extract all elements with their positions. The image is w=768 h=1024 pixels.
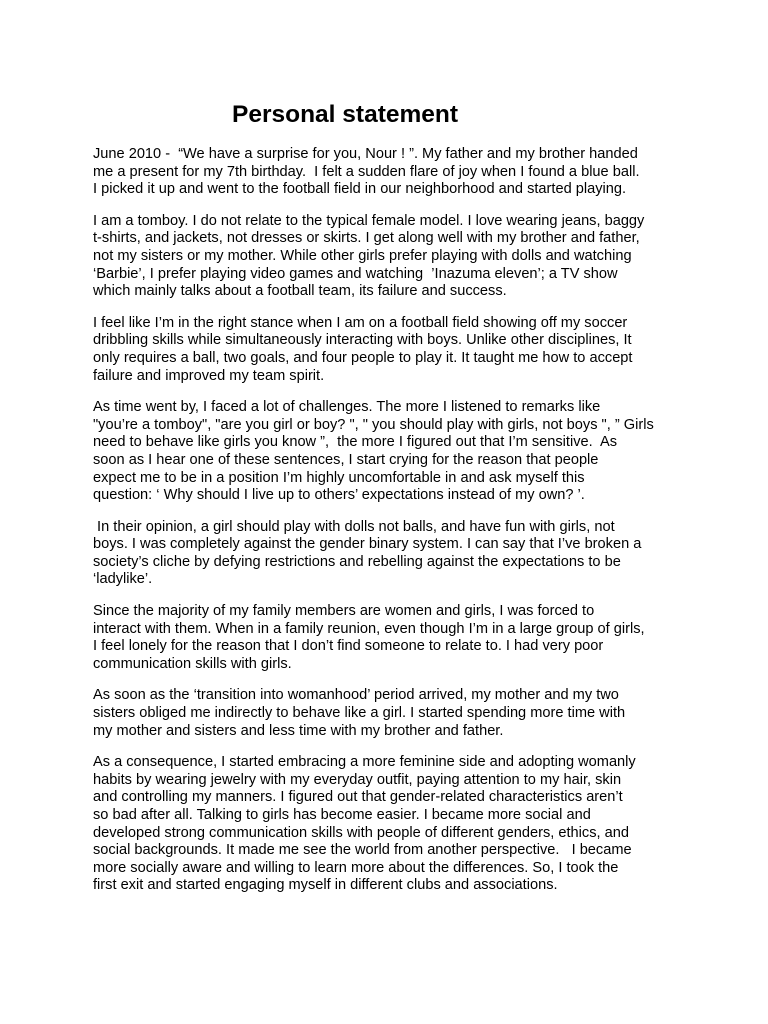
text-line: "you’re a tomboy", "are you girl or boy? ", " you should play with girls, not boys ", ” Girls — [93, 416, 654, 433]
text-line: question: ‘ Why should I live up to others’ expectations instead of my own? ’. — [93, 487, 585, 504]
text-line: June 2010 - “We have a surprise for you, Nour ! ”. My father and my brother handed — [93, 146, 638, 162]
text-line: ‘Barbie’, I prefer playing video games and watching ’Inazuma eleven’; a TV show — [93, 265, 618, 282]
paragraph — [93, 146, 683, 199]
text-line: more socially aware and willing to learn more about the differences. So, I took the — [93, 859, 619, 876]
text-line: developed strong communication skills with people of different genders, ethics, and — [93, 824, 629, 841]
text-line: I feel like I’m in the right stance when I am on a football field showing off my soccer — [93, 314, 628, 331]
text-line: habits by wearing jewelry with my everyday outfit, paying attention to my hair, skin — [93, 771, 622, 788]
text-line: As soon as the ‘transition into womanhood’ period arrived, my mother and my two — [93, 687, 619, 704]
text-line: I picked it up and went to the football field in our neighborhood and started playing. — [93, 181, 627, 198]
text-line: expect me to be in a position I’m highly uncomfortable in and ask myself this — [93, 469, 585, 486]
text-line: failure and improved my team spirit. — [93, 367, 325, 384]
paragraph — [93, 754, 683, 895]
text-line: first exit and started engaging myself in different clubs and associations. — [93, 877, 558, 894]
text-line: I am a tomboy. I do not relate to the typical female model. I love wearing jeans, baggy — [93, 212, 645, 229]
text-line: me a present for my 7th birthday. I felt a sudden flare of joy when I found a blue ball. — [93, 163, 640, 180]
text-line: social backgrounds. It made me see the world from another perspective. I became — [93, 842, 632, 859]
text-line: so bad after all. Talking to girls has become easier. I became more social and — [93, 807, 591, 823]
document-title: Personal statement — [232, 101, 459, 128]
text-line: interact with them. When in a family reunion, even though I’m in a large group of girls, — [93, 620, 645, 637]
text-line: only requires a ball, two goals, and four people to play it. It taught me how to accept — [93, 349, 633, 366]
document-body — [93, 146, 683, 909]
text-line: need to behave like girls you know ”, the more I figured out that I’m sensitive. As — [93, 434, 618, 451]
text-line: my mother and sisters and less time with my brother and father. — [93, 722, 504, 739]
text-line: not my sisters or my mother. While other girls prefer playing with dolls and watching — [93, 247, 632, 264]
paragraph — [93, 519, 683, 589]
paragraph — [93, 399, 683, 505]
text-line: boys. I was completely against the gender binary system. I can say that I’ve broken a — [93, 536, 642, 553]
text-line: society’s cliche by defying restrictions and rebelling against the expectations to be — [93, 553, 621, 570]
text-line: soon as I hear one of these sentences, I start crying for the reason that people — [93, 451, 599, 468]
paragraph — [93, 687, 683, 740]
paragraph — [93, 315, 683, 385]
text-line: I feel lonely for the reason that I don’t find someone to relate to. I had very poor — [93, 638, 604, 655]
text-line: As time went by, I faced a lot of challenges. The more I listened to remarks like — [93, 399, 601, 416]
text-line: and controlling my manners. I figured out that gender-related characteristics aren’t — [93, 789, 623, 806]
text-line: t-shirts, and jackets, not dresses or skirts. I get along well with my brother and father, — [93, 230, 640, 247]
paragraph — [93, 603, 683, 673]
text-line: which mainly talks about a football team, its failure and success. — [93, 283, 507, 300]
text-line: As a consequence, I started embracing a more feminine side and adopting womanly — [93, 754, 636, 771]
text-line: communication skills with girls. — [93, 655, 292, 672]
text-line: ‘ladylike’. — [93, 571, 153, 588]
paragraph — [93, 213, 683, 301]
text-line: sisters obliged me indirectly to behave like a girl. I started spending more time with — [93, 705, 626, 722]
text-line: Since the majority of my family members are women and girls, I was forced to — [93, 603, 595, 620]
text-line: In their opinion, a girl should play with dolls not balls, and have fun with girls, not — [93, 518, 615, 535]
text-line: dribbling skills while simultaneously interacting with boys. Unlike other disciplines, It — [93, 332, 632, 349]
